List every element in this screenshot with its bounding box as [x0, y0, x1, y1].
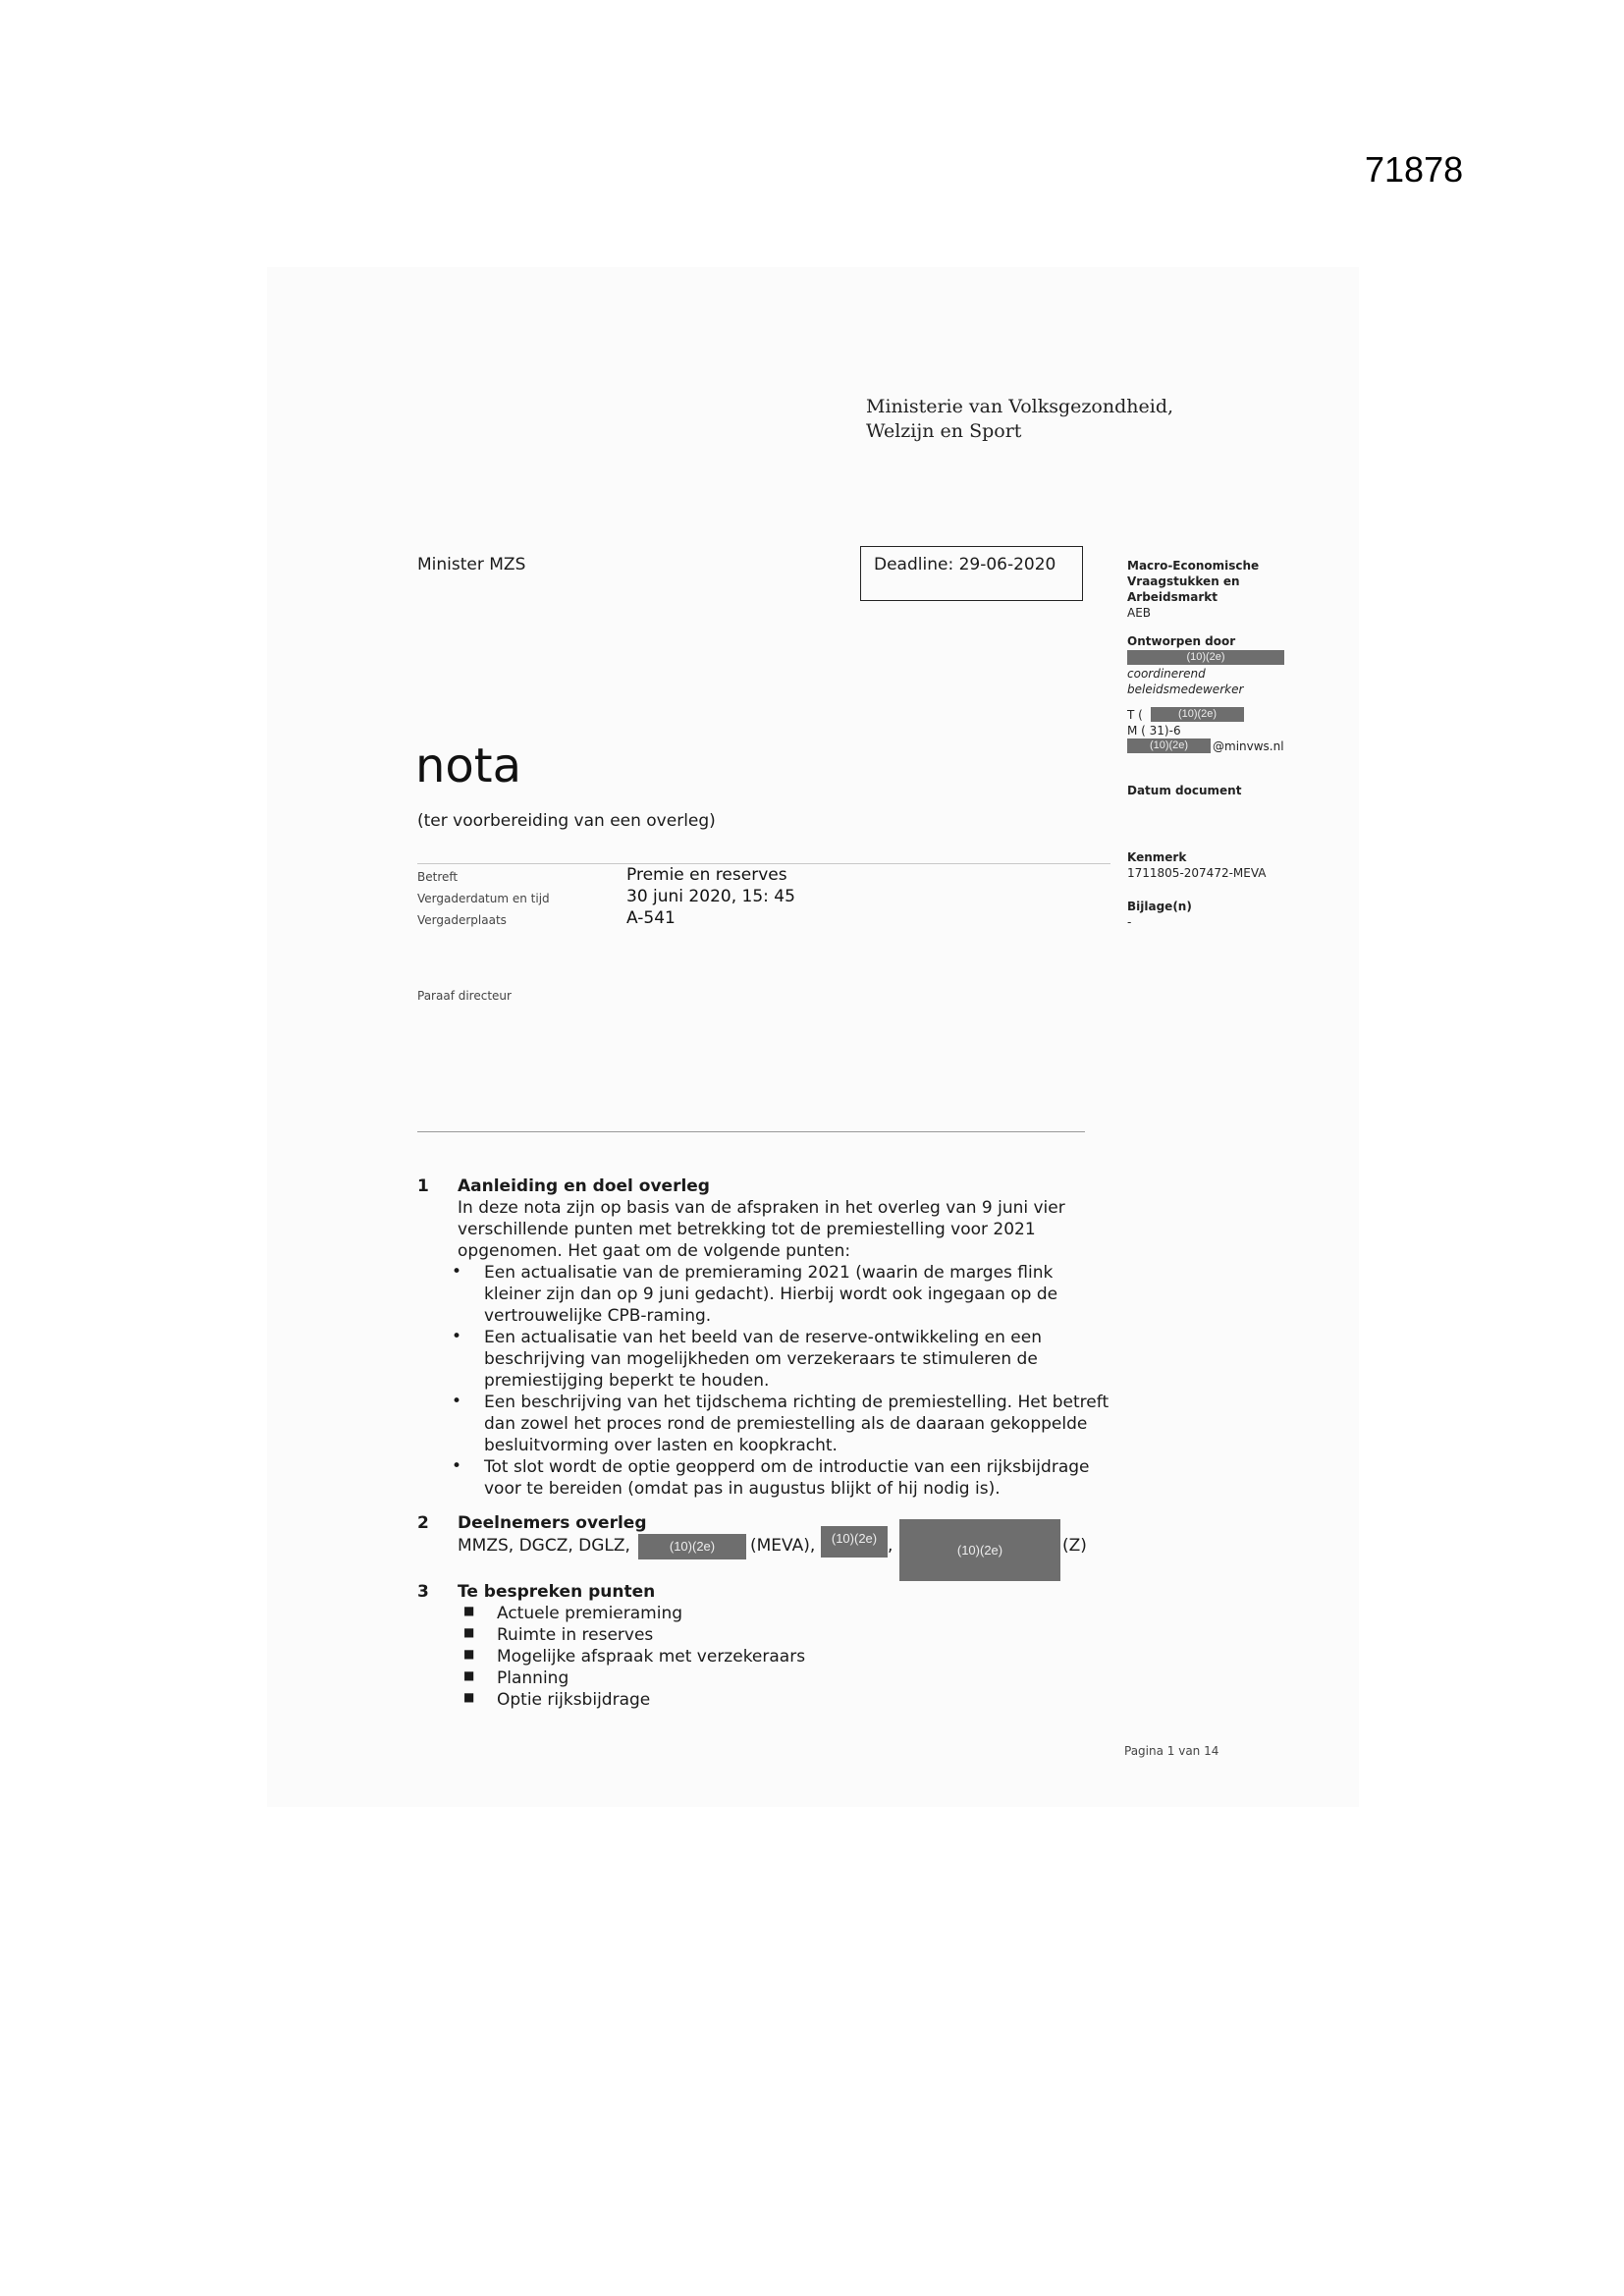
bullet-dot: • — [452, 1262, 462, 1282]
bullet-2-line-2: beschrijving van mogelijkheden om verzekeraars te stimuleren de — [484, 1349, 1038, 1369]
page-number: Pagina 1 van 14 — [1124, 1744, 1219, 1758]
scanned-page — [267, 267, 1359, 1807]
document-title: nota — [415, 738, 522, 793]
email-suffix: @minvws.nl — [1213, 739, 1284, 753]
redaction-email: (10)(2e) — [1127, 738, 1211, 753]
ministry-line-1: Ministerie van Volksgezondheid, — [866, 396, 1174, 417]
participants-comma: , — [888, 1536, 893, 1556]
recipient: Minister MZS — [417, 555, 526, 574]
discussion-item: Mogelijke afspraak met verzekeraars — [497, 1647, 806, 1667]
ministry-name — [866, 395, 1173, 444]
square-bullet: ■ — [463, 1604, 475, 1617]
discussion-item: Optie rijksbijdrage — [497, 1690, 651, 1710]
square-bullet: ■ — [463, 1690, 475, 1704]
bullet-3-line-1: Een beschrijving van het tijdschema richting de premiestelling. Het betreft — [484, 1393, 1110, 1412]
participants-meva: (MEVA), — [750, 1536, 816, 1556]
participants-start: MMZS, DGCZ, DGLZ, — [458, 1536, 630, 1556]
discussion-item: Ruimte in reserves — [497, 1625, 654, 1645]
section-2-title: Deelnemers overleg — [458, 1513, 647, 1533]
redaction-participant-2: (10)(2e) — [821, 1526, 888, 1558]
section-1-number: 1 — [417, 1176, 429, 1196]
phone-prefix: T ( — [1127, 708, 1143, 722]
redaction-participant-3: (10)(2e) — [899, 1519, 1060, 1581]
meta-value-datetime: 30 juni 2020, 15: 45 — [626, 887, 795, 906]
bullet-1-line-3: vertrouwelijke CPB-raming. — [484, 1306, 712, 1326]
redaction-author: (10)(2e) — [1127, 650, 1284, 665]
mobile-number: M ( 31)-6 — [1127, 724, 1181, 738]
attachment-value: - — [1127, 915, 1132, 929]
department-abbreviation: AEB — [1127, 606, 1152, 620]
attachment-label: Bijlage(n) — [1127, 900, 1192, 913]
bullet-dot: • — [452, 1392, 462, 1411]
author-role — [1127, 666, 1243, 697]
meta-value-subject: Premie en reserves — [626, 865, 787, 885]
section-1-title: Aanleiding en doel overleg — [458, 1176, 710, 1196]
bullet-item-4 — [484, 1456, 1089, 1500]
bullet-item-1 — [484, 1262, 1057, 1327]
meta-value-location: A-541 — [626, 908, 676, 928]
department-line-3: Arbeidsmarkt — [1127, 590, 1218, 604]
reference-value: 1711805-207472-MEVA — [1127, 866, 1267, 880]
designed-by-label: Ontworpen door — [1127, 634, 1236, 648]
section-3-number: 3 — [417, 1582, 429, 1602]
intro-line-1: In deze nota zijn op basis van de afspraken in het overleg van 9 juni vier — [458, 1198, 1065, 1218]
author-role-line-2: beleidsmedewerker — [1127, 683, 1244, 696]
bullet-2-line-3: premiestijging beperkt te houden. — [484, 1371, 770, 1391]
intro-line-3: opgenomen. Het gaat om de volgende punten: — [458, 1241, 851, 1261]
reference-label: Kenmerk — [1127, 850, 1187, 864]
section-3-title: Te bespreken punten — [458, 1582, 656, 1602]
bullet-3-line-3: besluitvorming over lasten en koopkracht. — [484, 1436, 838, 1455]
meta-label-subject: Betreft — [417, 870, 459, 884]
department-line-2: Vraagstukken en — [1127, 574, 1240, 588]
intro-line-2: verschillende punten met betrekking tot de premiestelling voor 2021 — [458, 1220, 1036, 1239]
discussion-item: Planning — [497, 1668, 569, 1688]
bullet-dot: • — [452, 1456, 462, 1476]
bullet-4-line-2: voor te bereiden (omdat pas in augustus blijkt of hij nodig is). — [484, 1479, 1001, 1499]
square-bullet: ■ — [463, 1625, 475, 1639]
meta-label-datetime: Vergaderdatum en tijd — [417, 892, 550, 905]
redaction-participant-1: (10)(2e) — [638, 1534, 746, 1559]
department-block — [1127, 558, 1259, 621]
discussion-item: Actuele premieraming — [497, 1604, 683, 1623]
section-2-number: 2 — [417, 1513, 429, 1533]
bullet-item-3 — [484, 1392, 1109, 1456]
bullet-dot: • — [452, 1327, 462, 1346]
document-number: 71878 — [1365, 149, 1464, 190]
signature-line — [417, 1131, 1085, 1132]
date-label: Datum document — [1127, 784, 1242, 797]
deadline-box — [860, 546, 1083, 601]
bullet-item-2 — [484, 1327, 1042, 1392]
bullet-3-line-2: dan zowel het proces rond de premiestelling als de daaraan gekoppelde — [484, 1414, 1088, 1434]
square-bullet: ■ — [463, 1647, 475, 1661]
deadline-text: Deadline: 29-06-2020 — [874, 555, 1056, 574]
meta-divider — [417, 863, 1110, 864]
ministry-line-2: Welzijn en Sport — [866, 420, 1022, 442]
redaction-phone: (10)(2e) — [1151, 707, 1244, 722]
bullet-4-line-1: Tot slot wordt de optie geopperd om de introductie van een rijksbijdrage — [484, 1457, 1090, 1477]
document-subtitle: (ter voorbereiding van een overleg) — [417, 811, 716, 831]
director-initials-label: Paraaf directeur — [417, 989, 512, 1003]
bullet-1-line-2: kleiner zijn dan op 9 juni gedacht). Hierbij wordt ook ingegaan op de — [484, 1285, 1058, 1304]
section-1-intro — [458, 1197, 1065, 1262]
square-bullet: ■ — [463, 1668, 475, 1682]
bullet-2-line-1: Een actualisatie van het beeld van de reserve-ontwikkeling en een — [484, 1328, 1042, 1347]
participants-z: (Z) — [1062, 1536, 1087, 1556]
meta-label-location: Vergaderplaats — [417, 913, 507, 927]
department-line-1: Macro-Economische — [1127, 559, 1260, 573]
author-role-line-1: coordinerend — [1127, 667, 1206, 681]
bullet-1-line-1: Een actualisatie van de premieraming 2021 (waarin de marges flink — [484, 1263, 1054, 1283]
